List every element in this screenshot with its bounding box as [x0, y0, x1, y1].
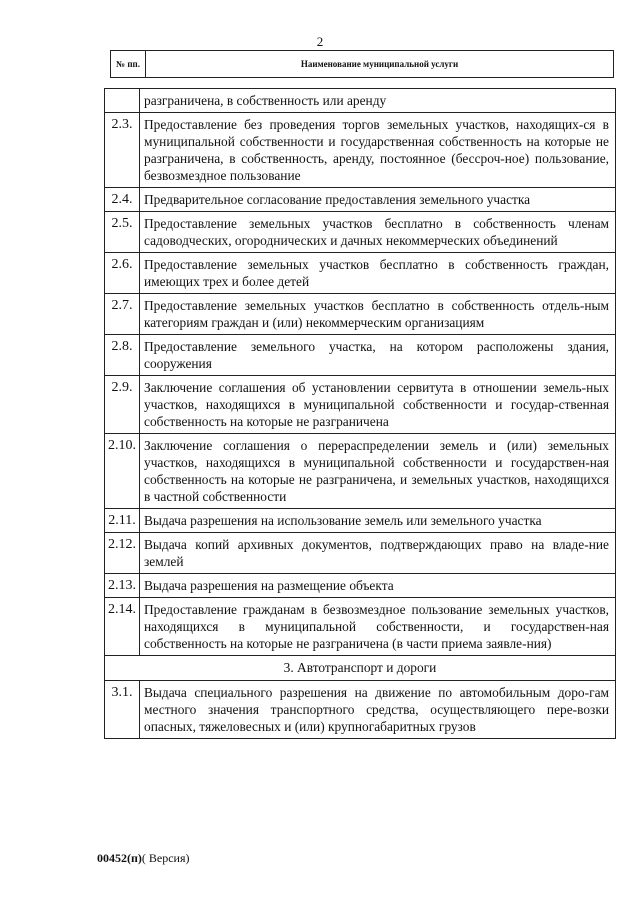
row-text: Выдача специального разрешения на движение по автомобильным доро-гам местного значения транспортного средства, осуществляющего пере-возки опасных, тяжеловесных и (или) крупногабаритных грузов	[140, 681, 616, 739]
table-row	[105, 509, 616, 533]
row-number: 2.4.	[105, 188, 140, 212]
row-text: Предоставление без проведения торгов земельных участков, находящих-ся в муниципальной собственности и государственная собственность на которые не разграничена, в собственность, аренду, постоянное (бессроч-ное) пользование, безвозмездное пользование	[140, 113, 616, 188]
row-number: 2.3.	[105, 113, 140, 188]
table-row	[105, 434, 616, 509]
table-row	[105, 533, 616, 574]
row-number: 2.11.	[105, 509, 140, 533]
row-text: Предоставление земельных участков бесплатно в собственность граждан, имеющих трех и более детей	[140, 253, 616, 294]
row-text: Предоставление гражданам в безвозмездное пользование земельных участков, находящихся в муниципальной собственности, и государствен-ная собственность на которые не разграничена (в части приема заявле-ния)	[140, 598, 616, 656]
row-text: разграничена, в собственность или аренду	[140, 89, 616, 113]
row-number: 2.7.	[105, 294, 140, 335]
table-row	[105, 89, 616, 113]
table-row	[105, 598, 616, 656]
row-number: 2.10.	[105, 434, 140, 509]
row-number: 2.5.	[105, 212, 140, 253]
row-number: 3.1.	[105, 681, 140, 739]
table-row	[105, 253, 616, 294]
table-row	[105, 681, 616, 739]
table-row	[105, 212, 616, 253]
header-col-number: № пп.	[111, 51, 146, 78]
row-text: Выдача разрешения на использование земель или земельного участка	[140, 509, 616, 533]
table-row	[105, 188, 616, 212]
header-col-service-name: Наименование муниципальной услуги	[146, 51, 614, 78]
row-text: Выдача копий архивных документов, подтверждающих право на владе-ние землей	[140, 533, 616, 574]
row-text: Предоставление земельного участка, на котором расположены здания, сооружения	[140, 335, 616, 376]
row-text: Выдача разрешения на размещение объекта	[140, 574, 616, 598]
section-title: 3. Автотранспорт и дороги	[105, 656, 616, 681]
row-text: Заключение соглашения об установлении сервитута в отношении земель-ных участков, находящихся в муниципальной собственности и государ-ственная собственность на которые не разграничена	[140, 376, 616, 434]
section-row	[105, 656, 616, 681]
row-number	[105, 89, 140, 113]
page-number: 2	[316, 34, 324, 49]
document-footer	[97, 851, 190, 866]
table-header	[110, 50, 614, 78]
row-text: Предварительное согласование предоставления земельного участка	[140, 188, 616, 212]
row-number: 2.9.	[105, 376, 140, 434]
row-text: Заключение соглашения о перераспределении земель и (или) земельных участков, находящихся в муниципальной собственности и государствен-ная собственность на которые не разграничена, и земельных участков, находящихся в частной собственности	[140, 434, 616, 509]
row-number: 2.13.	[105, 574, 140, 598]
row-number: 2.14.	[105, 598, 140, 656]
row-number: 2.6.	[105, 253, 140, 294]
table-row	[105, 574, 616, 598]
table-row	[105, 376, 616, 434]
table-row	[105, 113, 616, 188]
table-row	[105, 294, 616, 335]
table-row	[105, 335, 616, 376]
document-code: 00452(п)	[97, 851, 142, 865]
row-text: Предоставление земельных участков бесплатно в собственность членам садоводческих, огороднических и дачных некоммерческих объединений	[140, 212, 616, 253]
row-text: Предоставление земельных участков бесплатно в собственность отдель-ным категориям граждан и (или) некоммерческим организациям	[140, 294, 616, 335]
services-table	[104, 88, 616, 739]
row-number: 2.8.	[105, 335, 140, 376]
row-number: 2.12.	[105, 533, 140, 574]
document-version: ( Версия)	[141, 851, 190, 865]
